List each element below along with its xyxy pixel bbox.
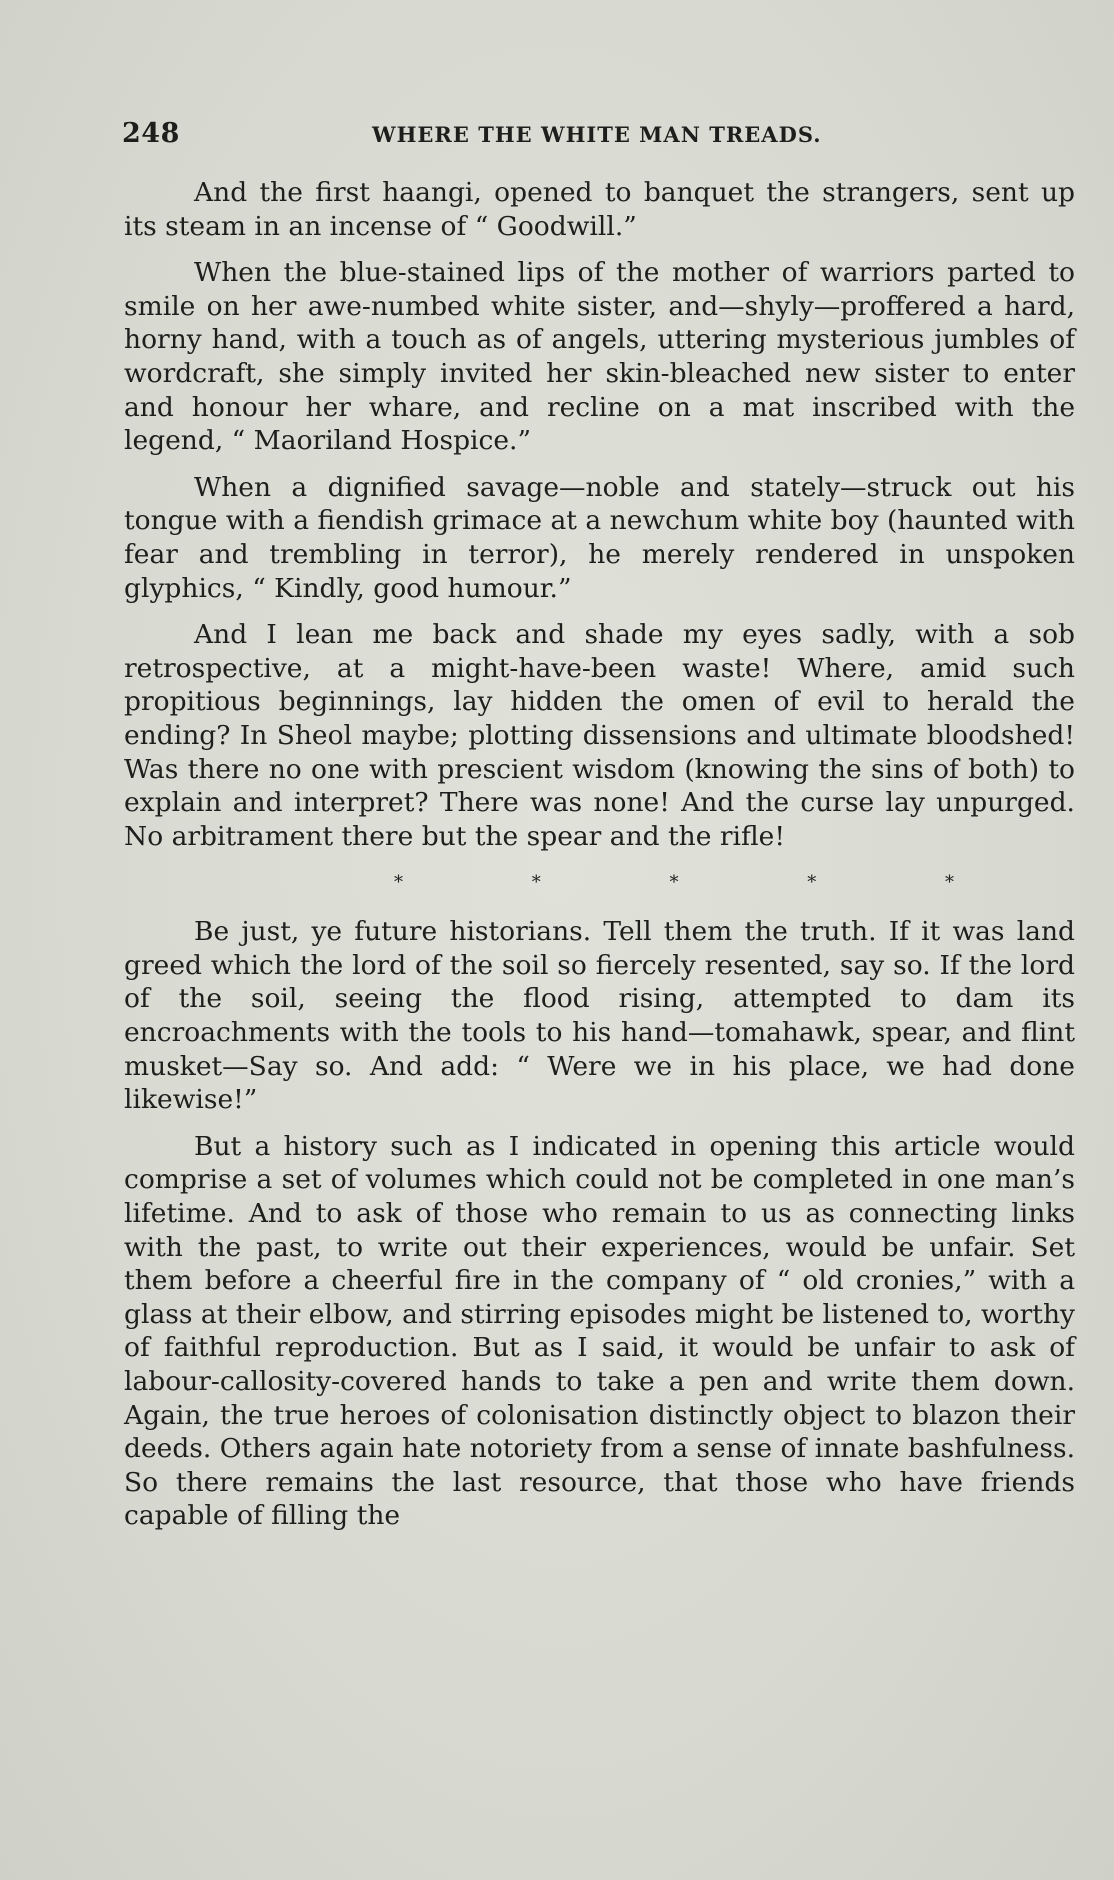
- paragraph-lean-me-back: And I lean me back and shade my eyes sadly, with a sob retrospective, at a might-have-been waste! Where, amid such propitious beginnings, lay hidden the omen of evil to herald the ending? In Sheol maybe; plotting dissensions and ultimate bloodshed! Was there no one with prescient wisdom (knowing the sins of both) to explain and interpret? There was none! And the curse lay unpurged. No arbitrament there but the spear and the rifle!: [124, 619, 1075, 852]
- section-separator: [394, 873, 954, 893]
- paragraph-history: But a history such as I indicated in opening this article would comprise a set of volumes which could not be completed in one man’s lifetime. And to ask of those who remain to us as connecting links with the past, to write out their experiences, would be unfair. Set them before a cheerful fire in the company of “ old cronies,” with a glass at their elbow, and stirring episodes might be listened to, worthy of faithful reproduction. But as I said, it would be unfair to ask of labour-callosity-covered hands to take a pen and write them down. Again, the true heroes of colonisation distinctly object to blazon their deeds. Others again hate notoriety from a sense of innate bashfulness. So there remains the last resource, that those who have friends capable of filling the: [124, 1130, 1075, 1532]
- separator-star: *: [669, 872, 679, 894]
- paragraph-haangi: And the first haangi, opened to banquet the strangers, sent up its steam in an incense of “ Goodwill.”: [124, 177, 1075, 242]
- page-number: 248: [122, 118, 180, 149]
- separator-star: *: [945, 872, 954, 894]
- paragraph-be-just: Be just, ye future historians. Tell them the truth. If it was land greed which the lord of the soil so fiercely resented, say so. If the lord of the soil, seeing the flood rising, attempted to dam its encroachments with the tools to his hand—tomahawk, spear, and flint musket—Say so. And add: “ Were we in his place, we had done likewise!”: [124, 916, 1075, 1116]
- running-head: [122, 118, 834, 152]
- body-text: [124, 176, 1075, 1546]
- running-title: WHERE THE WHITE MAN TREADS.: [372, 122, 822, 147]
- separator-star: *: [807, 872, 817, 894]
- separator-star: *: [394, 872, 403, 894]
- paragraph-blue-stained-lips: When the blue-stained lips of the mother of warriors parted to smile on her awe-numbed white sister, and—shyly—proffered a hard, horny hand, with a touch as of angels, uttering mysterious jumbles of wordcraft, she simply invited her skin-bleached new sister to enter and honour her whare, and recline on a mat inscribed with the legend, “ Maoriland Hospice.”: [124, 257, 1075, 457]
- separator-star: *: [531, 872, 541, 894]
- paragraph-dignified-savage: When a dignified savage—noble and stately—struck out his tongue with a fiendish grimace at a newchum white boy (haunted with fear and trembling in terror), he merely rendered in unspoken glyphics, “ Kindly, good humour.”: [124, 471, 1075, 604]
